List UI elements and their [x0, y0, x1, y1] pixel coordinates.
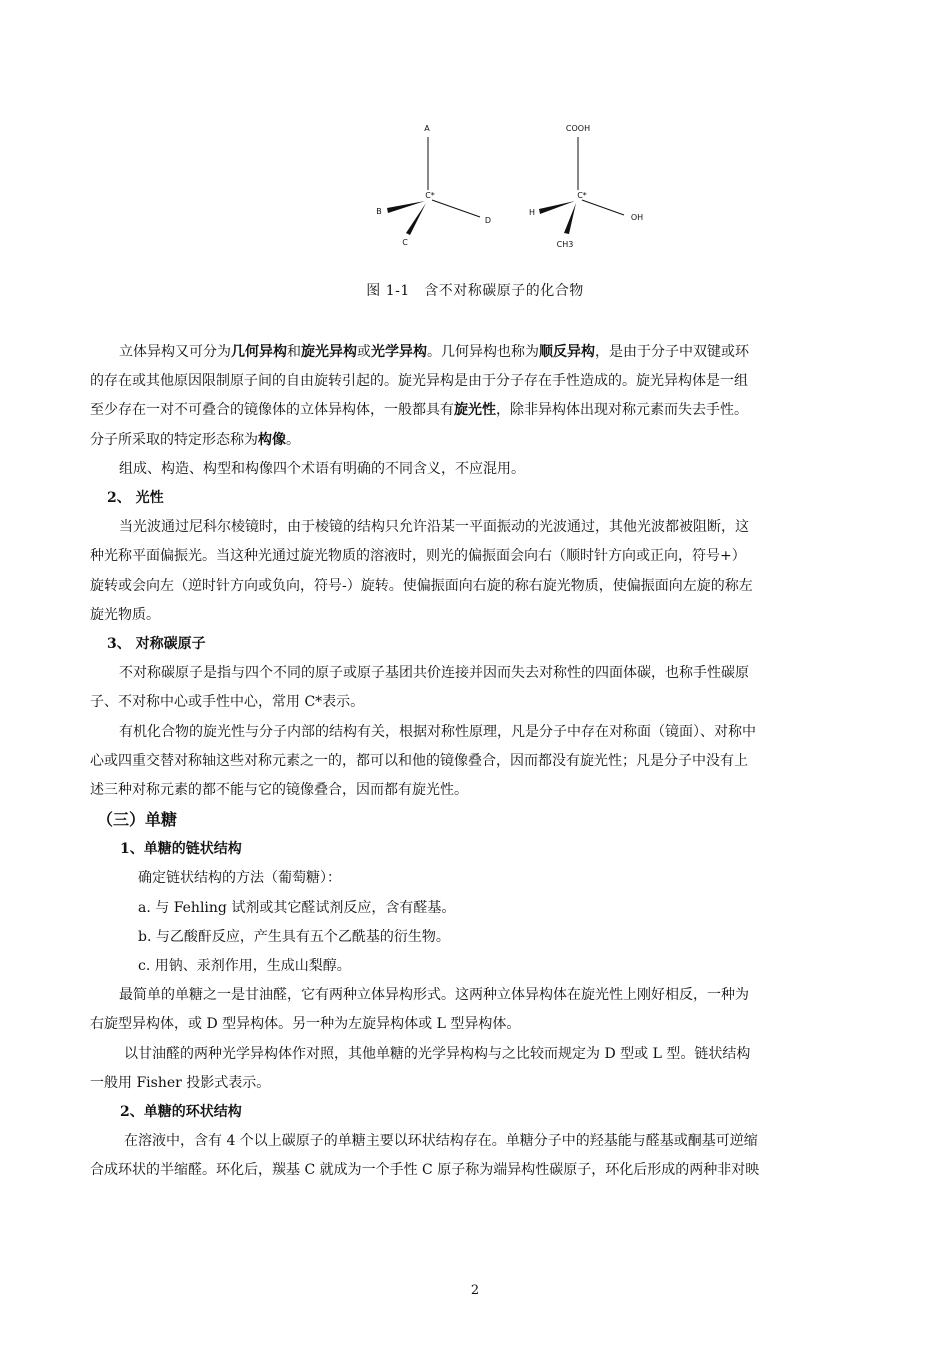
- paragraph-stereoisomer-line-3: [90, 396, 860, 425]
- wedge-bond-down: [564, 203, 576, 234]
- paragraph-glyceraldehyde-line-2: 右旋型异构体，或 D 型异构体。另一种为左旋异构体或 L 型异构体。: [90, 1016, 521, 1033]
- paragraph-ring-line-2: 合成环状的半缩醛。环化后，羰基 C 就成为一个手性 C 原子称为端异构性碳原子，环化后形成的两种非对映: [90, 1162, 760, 1179]
- heading-optical-property: 2、 光性: [107, 490, 164, 507]
- label-cooh: COOH: [565, 124, 591, 133]
- label-a: A: [424, 124, 430, 133]
- paragraph-asymmetric-carbon-line-1: 不对称碳原子是指与四个不同的原子或原子基团共价连接并因而失去对称性的四面体碳，也称手性碳原: [119, 665, 749, 682]
- text-span: 。: [286, 431, 300, 448]
- paragraph-stereoisomer-line-2: 的存在或其他原因限制原子间的自由旋转引起的。旋光异构是由于分子存在手性造成的。旋光异构体是一组: [90, 373, 748, 390]
- text-span: ，是由于分子中双键或环: [595, 344, 749, 360]
- text-span: ，除非异构体出现对称元素而失去手性。: [496, 402, 748, 419]
- paragraph-glyceraldehyde-line-1: 最简单的单糖之一是甘油醛，它有两种立体异构形式。这两种立体异构体在旋光性上刚好相反，一种为: [119, 987, 749, 1004]
- text-span: 和: [287, 344, 301, 360]
- wedge-bond-down: [406, 203, 426, 235]
- subheading-chain-structure: 1、单糖的链状结构: [120, 841, 242, 858]
- bond-right: [582, 200, 624, 215]
- label-c: C: [402, 238, 408, 247]
- list-item-b: b. 与乙酸酐反应，产生具有五个乙酰基的衍生物。: [138, 928, 450, 945]
- label-c-star: C*: [425, 191, 435, 200]
- paragraph-asymmetric-carbon-line-2: 子、不对称中心或手性中心，常用 C*表示。: [90, 694, 365, 711]
- right-molecule: [529, 124, 643, 249]
- chiral-structures-diagram: [360, 115, 680, 265]
- subheading-ring-structure: 2、单糖的环状结构: [120, 1104, 242, 1121]
- list-item-a: a. 与 Fehling 试剂或其它醛试剂反应，含有醛基。: [138, 899, 456, 916]
- bond-right: [432, 200, 480, 217]
- paragraph-symmetry-line-3: 述三种对称元素的都不能与它的镜像叠合，因而都有旋光性。: [90, 782, 468, 799]
- list-item-c: c. 用钠、汞剂作用，生成山梨醇。: [138, 958, 351, 975]
- document-body: [90, 338, 860, 1186]
- term-optical-rotation-isomer: 旋光异构: [301, 344, 357, 360]
- paragraph-fisher-line-1: 以甘油醛的两种光学异构体作对照，其他单糖的光学异构构与之比较而规定为 D 型或 L 型。链状结构: [124, 1045, 751, 1062]
- label-c-star: C*: [577, 191, 587, 200]
- paragraph-terms: 组成、构造、构型和构像四个术语有明确的不同含义，不应混用。: [119, 460, 525, 477]
- text-span: 分子所采取的特定形态称为: [90, 431, 258, 448]
- paragraph-ring-line-1: 在溶液中，含有 4 个以上碳原子的单糖主要以环状结构存在。单糖分子中的羟基能与醛基或酮基可逆缩: [124, 1133, 758, 1150]
- figure-caption: 图 1-1 含不对称碳原子的化合物: [366, 283, 584, 299]
- paragraph-light-line-2: 种光称平面偏振光。当这种光通过旋光物质的溶液时，则光的偏振面会向右（顺时针方向或正向，符号+）: [90, 548, 746, 565]
- paragraph-stereoisomer-line-4: [90, 426, 860, 455]
- list-intro: 确定链状结构的方法（葡萄糖）：: [138, 870, 341, 887]
- label-b: B: [376, 207, 382, 216]
- label-oh: OH: [630, 213, 644, 222]
- paragraph-light-line-1: 当光波通过尼科尔棱镜时，由于棱镜的结构只允许沿某一平面振动的光波通过，其他光波都被阻断，这: [119, 519, 749, 536]
- paragraph-stereoisomer-line-1: [90, 338, 860, 367]
- text-span: 立体异构又可分为: [119, 344, 231, 360]
- heading-symmetric-carbon: 3、 对称碳原子: [107, 636, 206, 653]
- paragraph-symmetry-line-1: 有机化合物的旋光性与分子内部的结构有关，根据对称性原理，凡是分子中存在对称面（镜面）、对称中: [119, 723, 756, 740]
- section-heading-monosaccharide: （三）单糖: [97, 810, 178, 830]
- page-number: 2: [470, 1283, 480, 1298]
- term-optical-isomer: 光学异构: [371, 344, 427, 360]
- chiral-molecule-figure: [360, 115, 680, 265]
- label-d: D: [484, 216, 492, 225]
- paragraph-light-line-3: 旋转或会向左（逆时针方向或负向，符号-）旋转。使偏振面向右旋的称右旋光物质，使偏振面向左旋的称左: [90, 577, 753, 594]
- paragraph-fisher-line-2: 一般用 Fisher 投影式表示。: [90, 1074, 271, 1091]
- paragraph-light-line-4: 旋光物质。: [90, 606, 160, 623]
- term-conformation: 构像: [258, 431, 286, 448]
- label-h: H: [528, 208, 536, 217]
- paragraph-symmetry-line-2: 心或四重交替对称轴这些对称元素之一的，都可以和他的镜像叠合，因而都没有旋光性；凡是分子中没有上: [90, 752, 748, 769]
- left-molecule: [376, 124, 491, 247]
- text-span: 或: [357, 344, 371, 360]
- text-span: 至少存在一对不可叠合的镜像体的立体异构体，一般都具有: [90, 402, 454, 419]
- text-span: 。几何异构也称为: [427, 344, 539, 360]
- wedge-bond-left: [387, 201, 425, 213]
- label-ch3: CH3: [556, 240, 574, 249]
- term-geometric-isomer: 几何异构: [231, 344, 287, 360]
- term-cis-trans-isomer: 顺反异构: [539, 344, 595, 360]
- wedge-bond-left: [539, 201, 575, 214]
- term-optical-activity: 旋光性: [454, 402, 496, 419]
